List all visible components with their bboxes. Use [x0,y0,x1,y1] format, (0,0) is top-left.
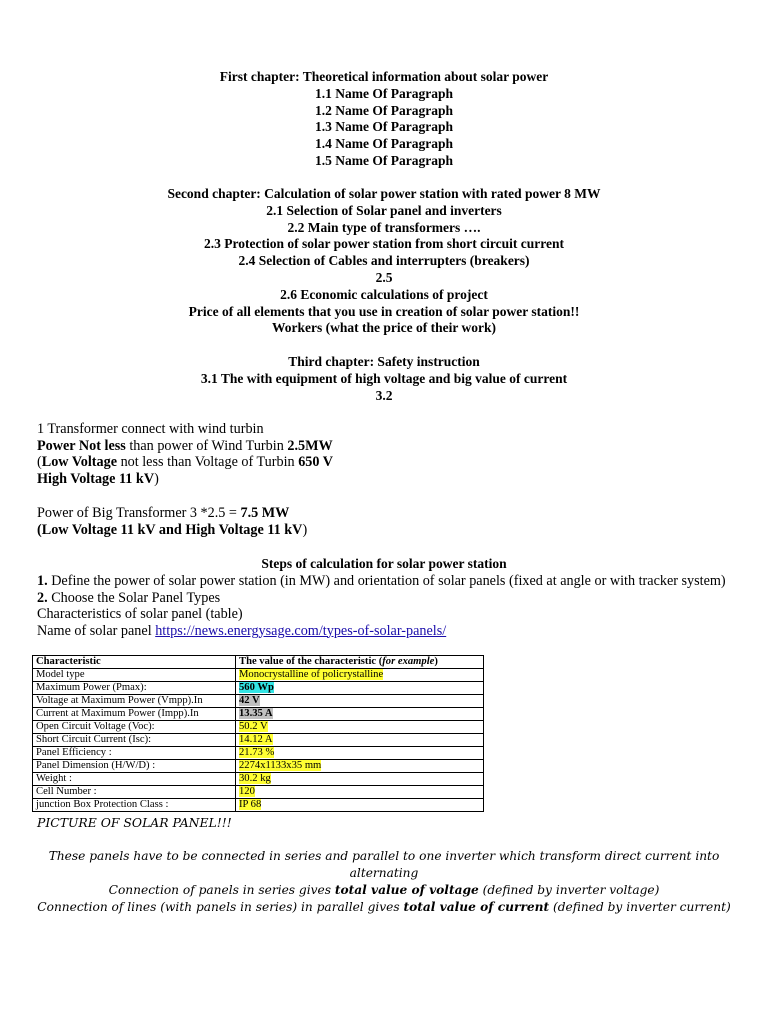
paren-close: ) [302,521,308,538]
row-value: 30.2 kg [239,773,271,785]
row-value: IP 68 [239,799,262,811]
transformer-line-3 [37,454,737,471]
chapter-2-item: 2.5 [375,269,393,285]
big-transformer-block [37,505,737,538]
row-value: 2274x1133x35 mm [239,760,322,772]
chapter-3-title: Third chapter: Safety instruction [288,354,480,369]
row-value: 120 [239,786,255,798]
header-characteristic: Characteristic [33,656,236,669]
row-label: Model type [33,669,236,682]
step-2 [37,590,737,607]
header-value-example: for example [382,656,435,668]
row-value-cell [236,695,484,708]
turbine-voltage-value: 650 V [298,454,334,470]
connection-series-line [0,882,768,899]
picture-of-solar-panel-note: PICTURE OF SOLAR PANEL!!! [37,815,232,830]
chapter-1-title: First chapter: Theoretical information about solar power [219,69,549,84]
transformer-line-2-text: than power of Wind Turbin [125,437,288,454]
steps-block [37,573,737,639]
row-value-cell [236,669,484,682]
turbine-power-value: 2.5MW [287,437,333,454]
chapter-3-block [0,354,768,404]
low-voltage-label: Low Voltage [41,454,118,470]
row-value: Monocrystalline of policrystalline [239,669,384,681]
row-value-cell [236,799,484,812]
row-value-cell [236,760,484,773]
big-transformer-voltages: (Low Voltage 11 kV and High Voltage 11 kV [37,521,303,538]
connection-paragraph: These panels have to be connected in series and parallel to one inverter which transform direct current into alternating [48,849,720,880]
row-value-cell [236,786,484,799]
table-row [33,760,484,773]
parallel-note: (defined by inverter current) [549,900,731,914]
chapter-2-block [0,186,768,337]
table-row [33,721,484,734]
row-value-cell [236,747,484,760]
step-2-number: 2. [37,589,48,606]
row-value: 13.35 A [239,708,273,720]
row-label: Current at Maximum Power (Impp).In [33,708,236,721]
chapter-2-item: 2.2 Main type of transformers …. [287,219,481,235]
big-transformer-line-2 [37,522,737,539]
table-row [33,695,484,708]
row-value: 50.2 V [239,721,268,733]
row-label: Short Circuit Current (Isc): [33,734,236,747]
header-value-text: The value of the characteristic ( [239,656,383,668]
table-row [33,786,484,799]
chapter-1-item: 1.4 Name Of Paragraph [315,136,453,152]
table-row [33,682,484,695]
row-label: Cell Number : [33,786,236,799]
row-value: 21.73 % [239,747,275,759]
table-header-row [33,656,484,669]
chapter-2-item: 2.3 Protection of solar power station from short circuit current [204,236,564,252]
total-voltage-label: total value of voltage [334,883,479,897]
step-2-text: Choose the Solar Panel Types [47,589,221,606]
high-voltage-label: High Voltage 11 kV [37,470,155,487]
paren-close: ) [154,470,159,487]
chapter-2-item: 2.1 Selection of Solar panel and inverters [266,202,502,218]
chapter-1-block [0,69,768,170]
chapter-2-item: 2.6 Economic calculations of project [280,286,488,302]
row-label: Open Circuit Voltage (Voc): [33,721,236,734]
transformer-line-4 [37,471,737,488]
chapter-1-item: 1.1 Name Of Paragraph [315,85,453,101]
series-note: (defined by inverter voltage) [478,883,660,897]
row-label: Panel Dimension (H/W/D) : [33,760,236,773]
total-current-label: total value of current [403,900,550,914]
characteristics-line: Characteristics of solar panel (table) [37,606,243,622]
connection-parallel-line [0,899,768,916]
chapter-1-item: 1.5 Name Of Paragraph [315,152,453,168]
row-value-cell [236,721,484,734]
transformer-block [37,421,737,487]
table-row [33,773,484,786]
solar-panel-characteristics-table [32,655,484,812]
row-value-cell [236,773,484,786]
paren-open: ( [37,454,42,470]
row-label: Weight : [33,773,236,786]
table-row [33,799,484,812]
step-1-number: 1. [37,573,48,589]
chapter-1-item: 1.2 Name Of Paragraph [315,102,453,118]
energysage-link[interactable]: https://news.energysage.com/types-of-solar-panels/ [155,622,447,639]
big-transformer-value: 7.5 MW [240,505,290,521]
big-transformer-line-1 [37,505,737,522]
step-1 [37,573,737,590]
panel-name-label: Name of solar panel [37,622,156,639]
transformer-line-3-text: not less than Voltage of Turbin [117,454,299,470]
row-value: 14.12 A [239,734,273,746]
step-1-text: Define the power of solar power station (in MW) and orientation of solar panels (fixed at angle or with tracker system) [47,573,726,589]
chapter-2-title: Second chapter: Calculation of solar power station with rated power 8 MW [167,186,601,201]
table-row [33,708,484,721]
steps-heading: Steps of calculation for solar power station [261,556,507,571]
parallel-text: Connection of lines (with panels in series) in parallel gives [37,900,404,914]
row-value-cell [236,708,484,721]
row-label: junction Box Protection Class : [33,799,236,812]
table-row [33,734,484,747]
row-label: Voltage at Maximum Power (Vmpp).In [33,695,236,708]
chapter-1-item: 1.3 Name Of Paragraph [315,119,453,135]
chapter-2-item: 2.4 Selection of Cables and interrupters (breakers) [238,253,530,269]
power-not-less: Power Not less [37,437,126,454]
big-transformer-text: Power of Big Transformer 3 *2.5 = [37,505,241,521]
chapter-2-item: Workers (what the price of their work) [272,320,496,336]
chapter-2-item: Price of all elements that you use in creation of solar power station!! [188,303,580,319]
steps-heading-block [0,556,768,573]
row-value-cell [236,734,484,747]
panel-name-line [37,623,737,640]
series-text: Connection of panels in series gives [108,883,335,897]
table-row [33,747,484,760]
header-value [236,656,484,669]
table-row [33,669,484,682]
row-label: Panel Efficiency : [33,747,236,760]
row-value: 42 V [239,695,260,707]
chapter-3-item: 3.1 The with equipment of high voltage and big value of current [200,370,568,386]
chapter-3-item: 3.2 [375,387,393,403]
row-value: 560 Wp [239,682,274,694]
row-label: Maximum Power (Pmax): [33,682,236,695]
row-value-cell [236,682,484,695]
transformer-line-2 [37,438,737,455]
header-value-close: ) [434,656,438,668]
transformer-line-1: 1 Transformer connect with wind turbin [37,421,264,437]
